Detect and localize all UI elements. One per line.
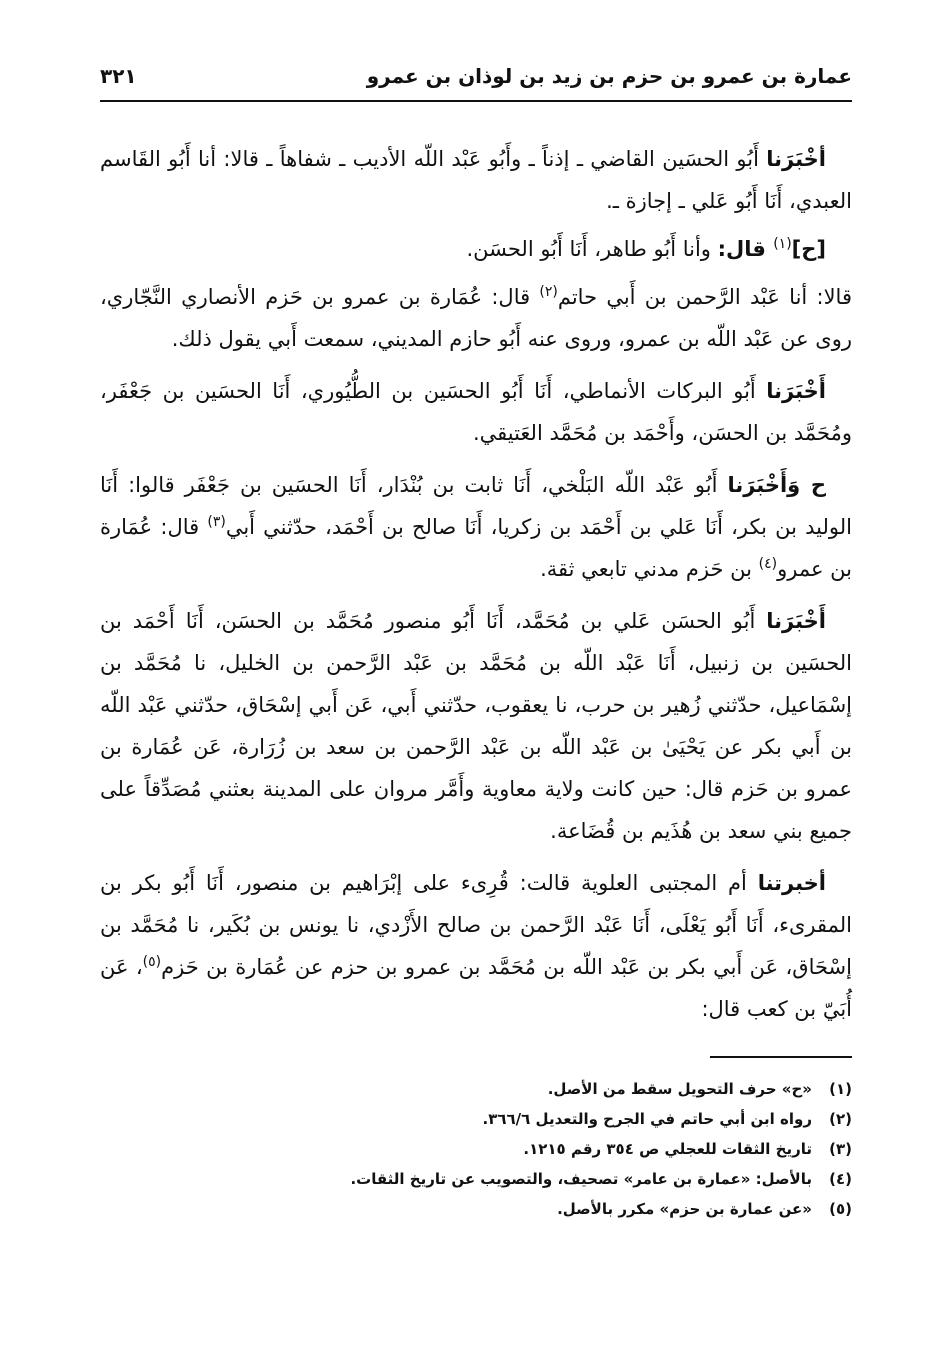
paragraph-6: [100, 600, 852, 852]
footnote-4: [100, 1164, 852, 1194]
footnote-text: رواه ابن أبي حاتم في الجرح والتعديل ٣٦٦/٦.: [482, 1110, 812, 1128]
running-header: [100, 58, 852, 98]
paragraph-lead: أَخْبَرَنا: [766, 379, 826, 403]
paragraph-text: قالا: أنا عَبْد الرَّحمن بن أَبي حاتم: [557, 285, 852, 309]
footnote-number: (٥): [829, 1200, 852, 1218]
paragraph-text: أَبُو الحسَن عَلي بن مُحَمَّد، أَنَا أَبُو منصور مُحَمَّد بن الحسَن، أَنَا أَحْمَد بن الحسَين بن زنبيل، أَنَا عَبْد اللّه بن مُحَمَّد بن عَبْد الرَّحمن بن الخليل، نا مُحَمَّد بن إسْمَاعيل، حدّثني زُهير بن حرب، نا يعقوب، حدّثني أَبي، عَن أَبي إسْحَاق، حدّثني عَبْد اللّه بن أَبي بكر عن يَحْيَىٰ بن عَبْد اللّه بن عَبْد الرَّحمن بن سعد بن زُرَارة، عَن عُمَارة بن عمرو بن حَزم قال: حين كانت ولاية معاوية وأَمَّر مروان على المدينة بعثني مُصَدِّقاً على جميع بني سعد بن هُذَيم بن قُضَاعة.: [100, 609, 852, 843]
footnote-3: [100, 1134, 852, 1164]
footnote-text: تاريخ الثقات للعجلي ص ٣٥٤ رقم ١٢١٥.: [523, 1140, 812, 1158]
paragraph-text: أَبُو عَبْد اللّه البَلْخي، أَنَا ثابت بن بُنْدَار، أَنَا الحسَين بن جَعْفَر قالوا: أَنَا الوليد بن بكر، أَنَا عَلي بن أَحْمَد بن زكريا، أَنَا صالح بن أَحْمَد، حدّثني أَبي: [100, 473, 852, 539]
footnote-number: (٢): [829, 1110, 852, 1128]
paragraph-text: وأنا أَبُو طاهر، أَنَا أَبُو الحسَن.: [466, 237, 718, 261]
page-number: ٣٢١: [100, 64, 137, 88]
footnote-text: «عن عمارة بن حزم» مكرر بالأصل.: [557, 1200, 812, 1218]
paragraph-text: أَبُو الحسَين القاضي ـ إذناً ـ وأَبُو عَبْد اللّه الأديب ـ شفاهاً ـ قالا: أنا أَبُو القَاسم العبدي، أَنَا أَبُو عَلي ـ إجازة ـ.: [100, 147, 852, 213]
footnote-number: (١): [829, 1080, 852, 1098]
paragraph-lead: ح وَأَخْبَرَنا: [727, 473, 826, 497]
footnote-text: «ح» حرف التحويل سقط من الأصل.: [547, 1080, 812, 1098]
footnote-marker[interactable]: (٢): [539, 284, 558, 300]
paragraph-text: أَبُو البركات الأنماطي، أَنَا أَبُو الحسَين بن الطُّيُوري، أَنَا الحسَين بن جَعْفَر، ومُحَمَّد بن الحسَن، وأَحْمَد بن مُحَمَّد العَتيقي.: [100, 379, 852, 445]
paragraph-text-3: بن حَزم مدني تابعي ثقة.: [540, 557, 759, 581]
footnote-marker[interactable]: (٤): [758, 556, 778, 572]
paragraph-3: [100, 276, 852, 360]
paragraph-7: [100, 862, 852, 1030]
paragraph-text-2: قال: عُمَارة بن عمرو: [100, 515, 852, 581]
footnotes: [100, 1074, 852, 1224]
header-rule: [100, 100, 852, 102]
footnote-marker[interactable]: (٣): [207, 514, 226, 530]
footnote-text: بالأصل: «عمارة بن عامر» تصحيف، والتصويب عن تاريخ الثقات.: [350, 1170, 812, 1188]
paragraph-1: [100, 138, 852, 222]
paragraph-lead: أَخْبَرَنا: [766, 609, 826, 633]
paragraph-4: [100, 370, 852, 454]
paragraph-lead: أخبرتنا: [757, 871, 826, 895]
paragraph-lead: أخْبَرَنا: [766, 147, 826, 171]
paragraph-lead: [ح]: [791, 237, 826, 261]
paragraph-text-2: ، عَن أُبَيّ بن كعب قال:: [100, 955, 852, 1021]
footnote-number: (٣): [829, 1140, 852, 1158]
footnote-2: [100, 1104, 852, 1134]
footnote-separator: [710, 1056, 852, 1058]
paragraph-text: أم المجتبى العلوية قالت: قُرِىء على إبْرَاهيم بن منصور، أَنَا أَبُو بكر بن المقرىء، أَنَا أَبُو يَعْلَى، أَنَا عَبْد الرَّحمن بن صالح الأَزْدي، نا يونس بن بُكَير، نا مُحَمَّد بن إسْحَاق، عَن أَبي بكر بن عَبْد اللّه بن مُحَمَّد بن عمرو بن حزم عن عُمَارة بن حَزم: [100, 871, 852, 979]
footnote-marker[interactable]: (٥): [142, 954, 162, 970]
paragraph-5: [100, 464, 852, 590]
main-text: [100, 138, 852, 1030]
footnote-number: (٤): [829, 1170, 852, 1188]
header-title: عمارة بن عمرو بن حزم بن زيد بن لوذان بن عمرو: [366, 64, 852, 88]
paragraph-text-2: قال: عُمَارة بن عمرو بن حَزم الأنصاري النَّجّاري، روى عن عَبْد اللّه بن عمرو، وروى عنه أَبُو حازم المديني، سمعت أَبي يقول ذلك.: [100, 285, 852, 351]
footnote-5: [100, 1194, 852, 1224]
document-page: [100, 58, 852, 1224]
paragraph-2: [100, 228, 852, 270]
paragraph-lead-2: قال:: [717, 237, 774, 261]
footnote-1: [100, 1074, 852, 1104]
footnote-marker[interactable]: (١): [773, 236, 792, 252]
